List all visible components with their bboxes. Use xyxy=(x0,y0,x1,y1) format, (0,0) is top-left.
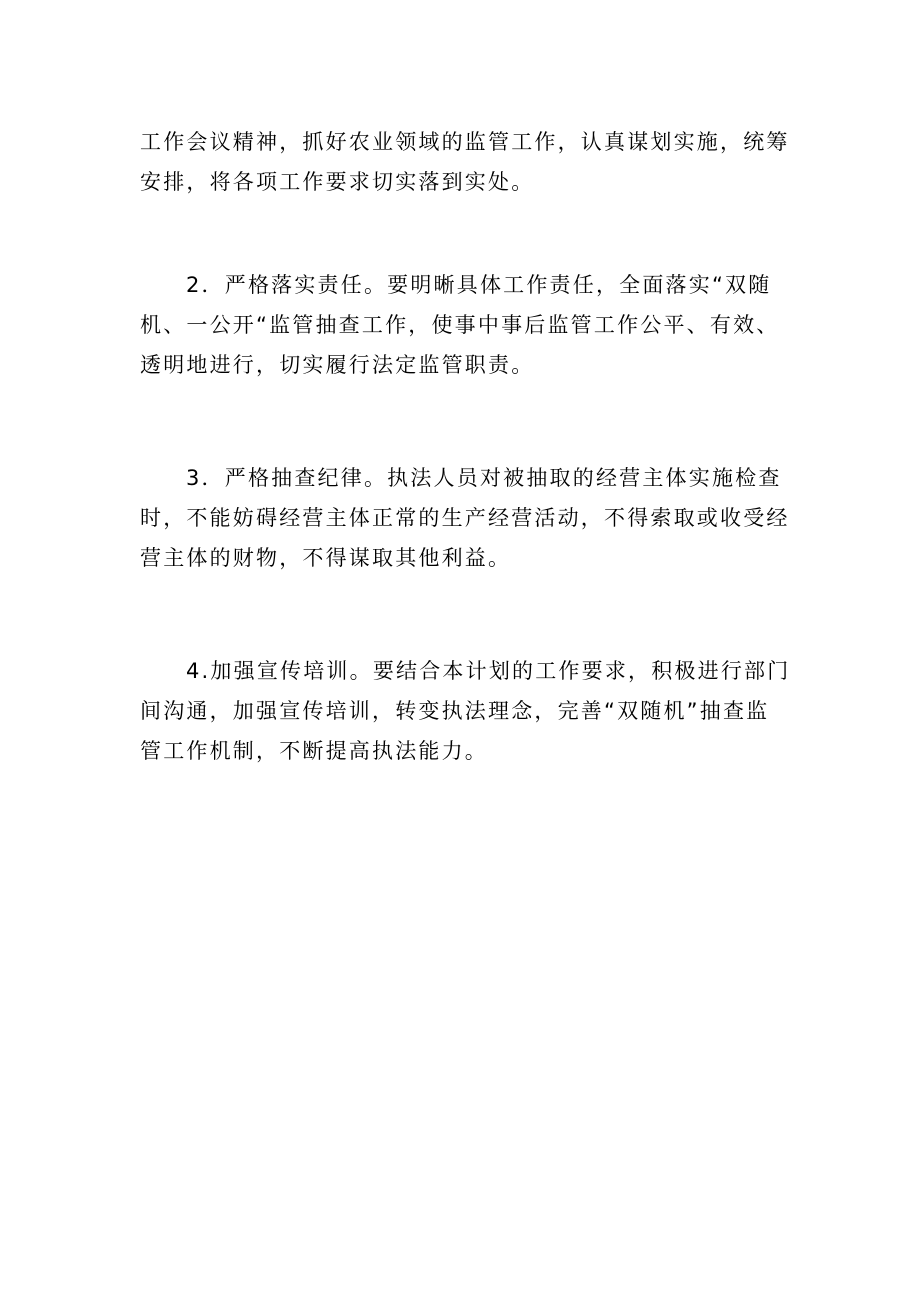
text-line: 时，不能妨碍经营主体正常的生产经营活动，不得索取或收受经 xyxy=(140,506,790,530)
paragraph-responsibility xyxy=(140,265,788,385)
paragraph-inspection-discipline xyxy=(140,458,788,578)
text-line: 安排，将各项工作要求切实落到实处。 xyxy=(140,170,535,194)
paragraph-meeting-spirit xyxy=(140,122,788,202)
text-line: 机、一公开“监管抽查工作，使事中事后监管工作公平、有效、 xyxy=(140,313,780,337)
text-line: 4.加强宣传培训。要结合本计划的工作要求，积极进行部门 xyxy=(186,659,791,683)
text-line: 营主体的财物，不得谋取其他利益。 xyxy=(140,546,512,570)
text-line: 管工作机制，不断提高执法能力。 xyxy=(140,739,488,763)
text-line: 工作会议精神，抓好农业领域的监管工作，认真谋划实施，统筹 xyxy=(140,130,790,154)
paragraph-publicity-training xyxy=(140,651,791,771)
text-line: 3．严格抽查纪律。执法人员对被抽取的经营主体实施检查 xyxy=(186,466,782,490)
text-line: 2．严格落实责任。要明晰具体工作责任，全面落实“双随 xyxy=(186,273,772,297)
text-line: 间沟通，加强宣传培训，转变执法理念，完善“双随机”抽查监 xyxy=(140,699,770,723)
text-line: 透明地进行，切实履行法定监管职责。 xyxy=(140,353,535,377)
